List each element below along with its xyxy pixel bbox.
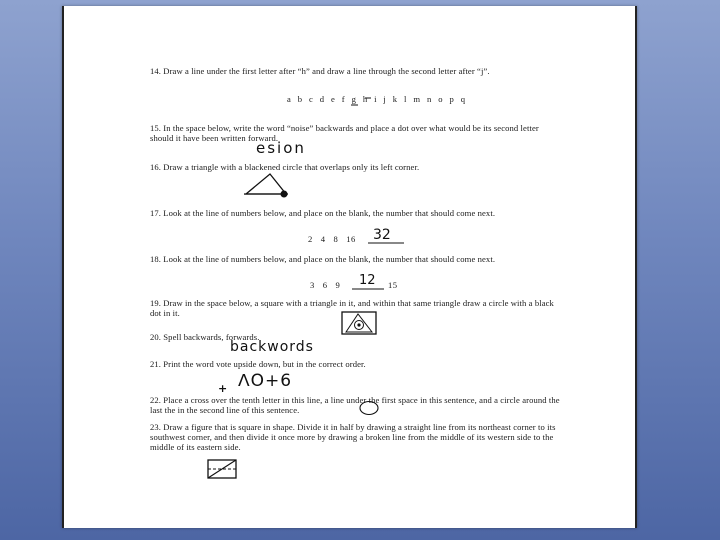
q16-triangle-drawing bbox=[240, 172, 310, 212]
q18-handwritten-answer: 12 bbox=[359, 273, 376, 288]
question-19: 19. Draw in the space below, a square with a triangle in it, and within that same triangle draw a circle with a black dot in it. bbox=[150, 298, 554, 318]
question-15: 15. In the space below, write the word “noise” backwards and place a dot over what would be its second letter should it have been written forward. bbox=[150, 123, 539, 143]
question-14: 14. Draw a line under the first letter after “h” and draw a line through the second letter after “j”. bbox=[150, 66, 490, 76]
question-17: 17. Look at the line of numbers below, and place on the blank, the number that should come next. bbox=[150, 208, 496, 218]
question-20: 20. Spell backwards, forwards. bbox=[150, 332, 260, 342]
q22-handwritten-cross: + bbox=[218, 382, 228, 395]
q15-handwritten-answer: esion bbox=[256, 139, 306, 157]
q18-trailing-number: 15 bbox=[388, 280, 398, 290]
q17-number-row: 2 4 8 16 bbox=[308, 234, 356, 244]
q20-handwritten-answer: backwords bbox=[230, 339, 314, 355]
question-22: 22. Place a cross over the tenth letter in this line, a line under the first space in this sentence, and a circle around the last the in the second line of this sentence. bbox=[150, 395, 560, 415]
question-21: 21. Print the word vote upside down, but in the correct order. bbox=[150, 359, 366, 369]
q21-handwritten-answer: ᐱO+6 bbox=[238, 371, 293, 391]
worksheet-page bbox=[62, 6, 637, 528]
question-18: 18. Look at the line of numbers below, and place on the blank, the number that should come next. bbox=[150, 254, 496, 264]
q17-handwritten-answer: 32 bbox=[373, 227, 391, 243]
q18-answer-blank bbox=[352, 288, 392, 292]
q17-answer-blank bbox=[368, 242, 408, 246]
q22-circle-mark bbox=[356, 399, 386, 419]
q18-number-row: 3 6 9 bbox=[310, 280, 341, 290]
question-16: 16. Draw a triangle with a blackened circle that overlaps only its left corner. bbox=[150, 162, 420, 172]
q14-letter-row: a b c d e f g h i j k l m n o p q bbox=[287, 94, 468, 104]
question-23: 23. Draw a figure that is square in shape. Divide it in half by drawing a straight line from its northeast corner to its southwest corner, and then divide it once more by drawing a broken line from the middle of its western side to the middle of its eastern side. bbox=[150, 422, 556, 452]
q23-square-drawing bbox=[206, 456, 246, 486]
